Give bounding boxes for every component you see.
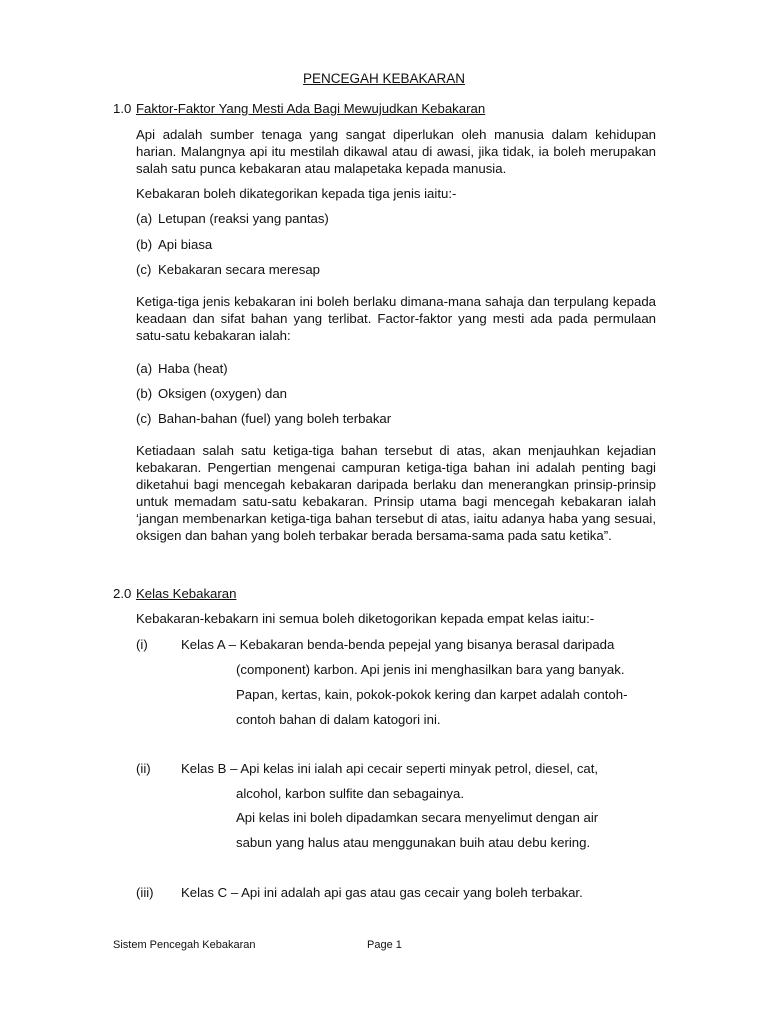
section-1-paragraph-2: Kebakaran boleh dikategorikan kepada tiga jenis iaitu:-: [136, 186, 457, 201]
list-label: (c): [136, 411, 152, 426]
section-1-heading: Faktor-Faktor Yang Mesti Ada Bagi Mewujudkan Kebakaran: [136, 101, 486, 116]
list-label: (b): [136, 237, 153, 252]
section-1-paragraph-1: Api adalah sumber tenaga yang sangat diperlukan oleh manusia dalam kehidupan harian. Malangnya api itu mestilah dikawal atau di awasi, jika tidak, ia boleh merupakan salah satu punca kebakaran atau malapetaka kepada manusia.: [136, 127, 656, 176]
class-line: Kelas A – Kebakaran benda-benda pepejal yang bisanya berasal daripada: [181, 637, 615, 652]
class-line: sabun yang halus atau menggunakan buih atau debu kering.: [236, 835, 591, 850]
class-line: (component) karbon. Api jenis ini menghasilkan bara yang banyak.: [236, 662, 625, 677]
list-label: (a): [136, 211, 153, 226]
list-item: Api biasa: [158, 237, 213, 252]
page-title: PENCEGAH KEBAKARAN: [302, 71, 466, 86]
class-line: Papan, kertas, kain, pokok-pokok kering dan karpet adalah contoh-: [236, 687, 628, 702]
class-label: (ii): [136, 761, 151, 776]
class-line: contoh bahan di dalam katogori ini.: [236, 712, 441, 727]
list-label: (a): [136, 361, 153, 376]
list-item: Kebakaran secara meresap: [158, 262, 321, 277]
footer-title: Sistem Pencegah Kebakaran: [113, 939, 256, 951]
class-line: Kelas B – Api kelas ini ialah api cecair seperti minyak petrol, diesel, cat,: [181, 761, 599, 776]
section-1-paragraph-3: Ketiga-tiga jenis kebakaran ini boleh berlaku dimana-mana sahaja dan terpulang kepada keadaan dan sifat bahan yang terlibat. Factor-faktor yang mesti ada pada permulaan satu-satu kebakaran ialah:: [136, 294, 656, 343]
section-2-intro: Kebakaran-kebakarn ini semua boleh diketogorikan kepada empat kelas iaitu:-: [136, 611, 595, 626]
list-item: Bahan-bahan (fuel) yang boleh terbakar: [158, 411, 392, 426]
page-number: Page 1: [367, 939, 402, 951]
class-line: alcohol, karbon sulfite dan sebagainya.: [236, 786, 465, 801]
section-1-paragraph-4: Ketiadaan salah satu ketiga-tiga bahan tersebut di atas, akan menjauhkan kejadian kebakaran. Pengertian mengenai campuran ketiga-tiga bahan ini adalah penting bagi diketahui bagi mencegah kebakaran daripada berlaku dan menerangkan prinsip-prinsip untuk memadam satu-satu kebakaran. Prinsip utama bagi mencegah kebakaran ialah ‘jangan membenarkan ketiga-tiga bahan tersebut di atas, iaitu adanya haba yang sesuai, oksigen dan bahan yang boleh terbakar berada bersama-sama pada satu ketika”.: [136, 443, 656, 543]
list-label: (b): [136, 386, 153, 401]
class-line: Kelas C – Api ini adalah api gas atau gas cecair yang boleh terbakar.: [181, 885, 583, 900]
section-2-number: 2.0: [113, 586, 132, 601]
list-item: Oksigen (oxygen) dan: [158, 386, 288, 401]
list-item: Haba (heat): [158, 361, 228, 376]
list-label: (c): [136, 262, 152, 277]
class-line: Api kelas ini boleh dipadamkan secara menyelimut dengan air: [236, 810, 599, 825]
section-1-number: 1.0: [113, 101, 132, 116]
class-label: (i): [136, 637, 148, 652]
section-2-heading: Kelas Kebakaran: [136, 586, 237, 601]
list-item: Letupan (reaksi yang pantas): [158, 211, 329, 226]
class-label: (iii): [136, 885, 154, 900]
